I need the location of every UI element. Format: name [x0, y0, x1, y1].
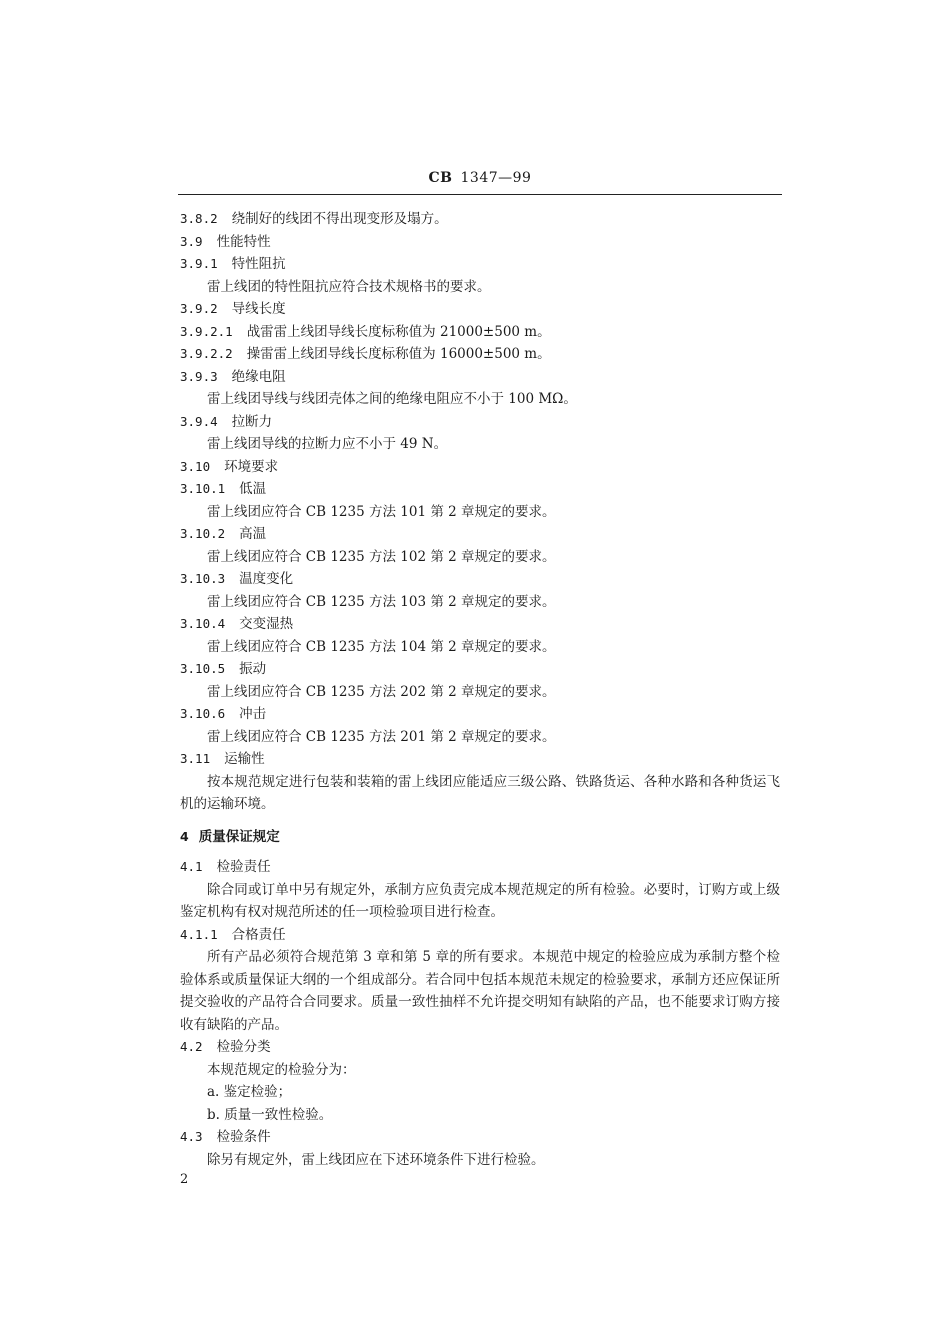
section-title: 合格责任 [231, 926, 286, 943]
body-text: 雷上线团的特性阻抗应符合技术规格书的要求。 [207, 278, 491, 295]
body-text: 雷上线团应符合 CB 1235 方法 201 第 2 章规定的要求。 [207, 728, 556, 745]
section-heading [180, 456, 780, 479]
section-number: 4.1 [180, 859, 203, 874]
section-heading [180, 748, 780, 771]
section-heading [180, 703, 780, 726]
body-text: 雷上线团导线与线团壳体之间的绝缘电阻应不小于 100 MΩ。 [207, 391, 577, 407]
section-title: 温度变化 [239, 571, 294, 587]
section-title: 环境要求 [224, 458, 279, 475]
header-rule [178, 194, 782, 195]
section-title: 检验条件 [216, 1129, 271, 1145]
section-title: 高温 [239, 526, 267, 542]
section-heading [180, 658, 780, 681]
section-number: 3.8.2 [180, 211, 218, 226]
body-paragraph: 按本规范规定进行包装和装箱的雷上线团应能适应三级公路、铁路货运、各种水路和各种货运飞机的运输环境。 [180, 773, 780, 812]
section-heading [180, 321, 780, 344]
section-number: 3.10.4 [180, 616, 226, 631]
section-title: 绝缘电阻 [231, 368, 286, 385]
section-number: 3.9.2.1 [180, 323, 233, 339]
section-number: 3.9.1 [180, 256, 218, 271]
section-number: 3.9.3 [180, 368, 218, 384]
section-heading [180, 568, 780, 591]
chapter-heading [180, 826, 780, 849]
section-heading [180, 208, 780, 231]
section-heading [180, 856, 780, 879]
section-number: 3.10.2 [180, 526, 226, 541]
body-paragraph: 所有产品必须符合规范第 3 章和第 5 章的所有要求。本规范中规定的检验应成为承制方整个检验体系或质量保证大纲的一个组成部分。若合同中包括本规范未规定的检验要求，承制方还应保证所提交验收的产品符合合同要求。质量一致性抽样不允许提交明知有缺陷的产品，也不能要求订购方接收有缺陷的产品。 [180, 949, 780, 1033]
section-number: 3.9.2 [180, 301, 218, 316]
section-title: 绕制好的线团不得出现变形及塌方。 [231, 211, 448, 227]
section-heading [180, 924, 780, 947]
section-title: 质量保证规定 [198, 828, 280, 845]
section-heading [180, 1126, 780, 1149]
section-number: 3.9 [180, 233, 203, 249]
section-heading [180, 366, 780, 389]
body-text: 雷上线团应符合 CB 1235 方法 102 第 2 章规定的要求。 [207, 548, 556, 565]
section-heading [180, 253, 780, 276]
section-heading [180, 411, 780, 434]
section-title: 检验分类 [216, 1039, 271, 1055]
section-number: 3.10.1 [180, 481, 226, 496]
section-number: 4.3 [180, 1129, 203, 1144]
body-text: 雷上线团应符合 CB 1235 方法 202 第 2 章规定的要求。 [207, 683, 556, 700]
section-heading [180, 523, 780, 546]
section-heading [180, 1036, 780, 1059]
section-number: 3.9.4 [180, 413, 218, 429]
section-heading [180, 478, 780, 501]
section-number: 4 [180, 828, 189, 844]
section-number: 4.2 [180, 1039, 203, 1054]
body-text: 除另有规定外，雷上线团应在下述环境条件下进行检验。 [207, 1151, 545, 1168]
body-text: 雷上线团应符合 CB 1235 方法 103 第 2 章规定的要求。 [207, 593, 556, 610]
document-body [180, 208, 780, 1171]
section-title: 性能特性 [216, 233, 271, 250]
section-title: 检验责任 [216, 859, 271, 875]
section-title: 运输性 [224, 751, 265, 767]
section-title: 特性阻抗 [231, 256, 286, 272]
page-header [178, 170, 782, 186]
section-number: 3.10 [180, 458, 211, 474]
body-paragraph: 除合同或订单中另有规定外，承制方应负责完成本规范规定的所有检验。必要时，订购方或上级鉴定机构有权对规范所述的任一项检验项目进行检查。 [180, 881, 780, 920]
section-number: 3.10.5 [180, 661, 226, 676]
body-text: 雷上线团导线的拉断力应不小于 49 N。 [207, 436, 448, 452]
section-title: 操雷雷上线团导线长度标称值为 16000±500 m。 [246, 346, 551, 362]
section-number: 3.10.3 [180, 571, 226, 586]
body-text: 雷上线团应符合 CB 1235 方法 101 第 2 章规定的要求。 [207, 503, 556, 520]
section-heading [180, 298, 780, 321]
standard-number: 1347—99 [460, 170, 532, 186]
section-heading [180, 231, 780, 254]
body-text: a. 鉴定检验； [207, 1084, 292, 1100]
body-text: 本规范规定的检验分为： [207, 1061, 356, 1078]
page-number: 2 [180, 1172, 189, 1187]
section-title: 导线长度 [231, 301, 286, 317]
section-title: 冲击 [239, 706, 267, 722]
section-number: 3.9.2.2 [180, 346, 233, 361]
section-number: 3.10.6 [180, 706, 226, 721]
section-heading [180, 613, 780, 636]
section-title: 振动 [239, 661, 267, 677]
body-text: 雷上线团应符合 CB 1235 方法 104 第 2 章规定的要求。 [207, 638, 556, 655]
section-number: 3.11 [180, 751, 211, 766]
section-heading [180, 343, 780, 366]
section-title: 交变湿热 [239, 616, 294, 632]
section-title: 战雷雷上线团导线长度标称值为 21000±500 m。 [246, 323, 551, 340]
body-text: b. 质量一致性检验。 [207, 1106, 333, 1123]
section-title: 拉断力 [231, 413, 273, 430]
section-number: 4.1.1 [180, 926, 218, 942]
standard-code: CB [428, 170, 453, 186]
section-title: 低温 [239, 481, 267, 497]
